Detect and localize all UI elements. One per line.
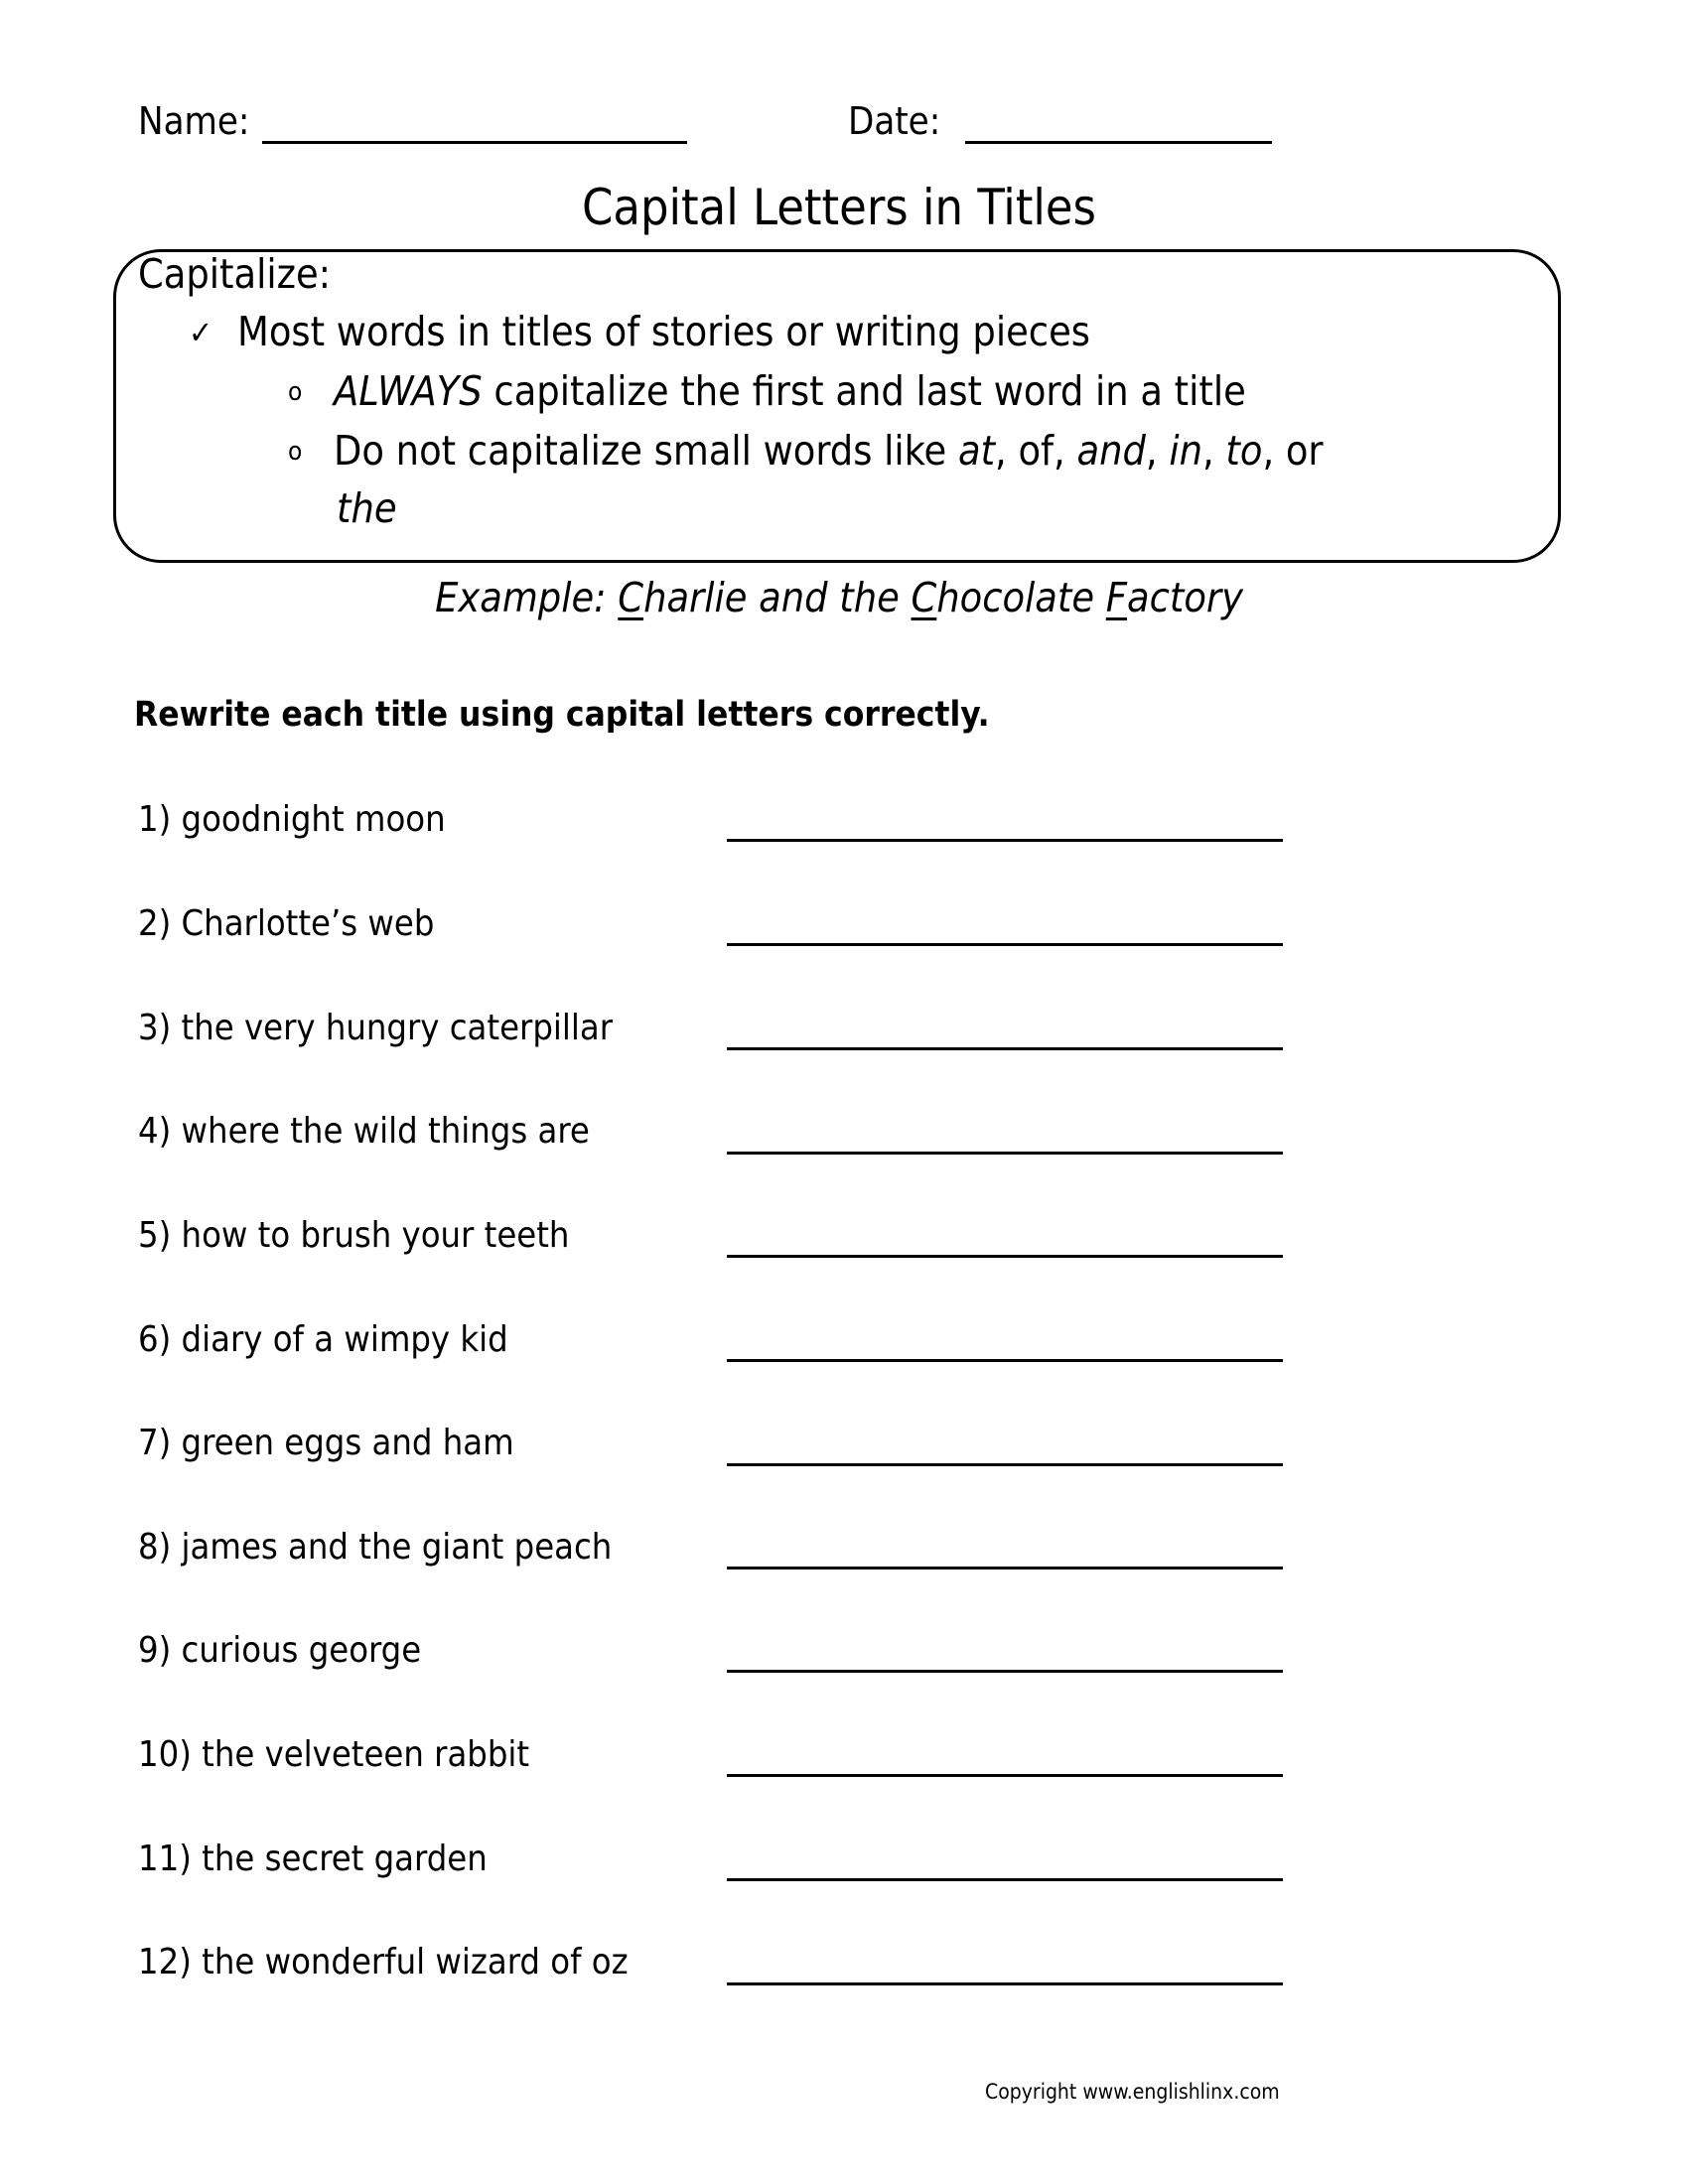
example-word-the: the <box>337 484 397 532</box>
item-text: the secret garden <box>202 1839 488 1879</box>
example-word: to <box>1225 427 1263 475</box>
item-number: 12) <box>138 1942 192 1982</box>
separator: , <box>995 427 1019 475</box>
item-number: 7) <box>138 1423 172 1463</box>
answer-line[interactable] <box>727 1567 1283 1570</box>
separator: , or <box>1262 427 1324 475</box>
answer-line[interactable] <box>727 1255 1283 1258</box>
exercise-item <box>138 903 434 944</box>
capital-letter: C <box>911 574 937 621</box>
answer-line[interactable] <box>727 1670 1283 1673</box>
worksheet-title: Capital Letters in Titles <box>582 179 1096 236</box>
exercise-item <box>138 1734 529 1775</box>
separator: , <box>1054 427 1077 475</box>
answer-line[interactable] <box>727 1982 1283 1985</box>
sub-rule-small-words-text: Do not capitalize small words like <box>334 427 958 475</box>
circle-bullet-icon: o <box>288 377 303 407</box>
example-text: actory <box>1127 574 1243 621</box>
item-number: 1) <box>138 799 172 840</box>
answer-line[interactable] <box>727 839 1283 842</box>
exercise-item <box>138 1942 629 1982</box>
name-field[interactable] <box>262 141 687 144</box>
example-word: and <box>1076 427 1146 475</box>
answer-line[interactable] <box>727 1463 1283 1466</box>
item-number: 4) <box>138 1111 172 1152</box>
item-text: goodnight moon <box>181 799 446 840</box>
exercise-item <box>138 1111 590 1152</box>
name-label: Name: <box>138 99 250 143</box>
example-word: in <box>1169 427 1202 475</box>
rules-heading: Capitalize: <box>138 250 332 298</box>
exercise-item <box>138 799 446 840</box>
item-text: the velveteen rabbit <box>202 1734 530 1775</box>
item-number: 11) <box>138 1839 192 1879</box>
date-label: Date: <box>848 99 941 143</box>
exercise-item <box>138 1839 488 1879</box>
always-emphasis: ALWAYS <box>334 367 483 415</box>
capital-letter: C <box>618 574 644 621</box>
sub-rule-always-text: capitalize the first and last word in a title <box>482 367 1246 415</box>
exercise-item <box>138 1319 508 1360</box>
separator: , <box>1145 427 1170 475</box>
item-text: curious george <box>181 1630 422 1671</box>
answer-line[interactable] <box>727 1152 1283 1155</box>
sub-rule-always <box>334 367 1246 415</box>
check-icon: ✓ <box>189 314 213 351</box>
example-word: at <box>957 427 996 475</box>
separator: , <box>1201 427 1226 475</box>
answer-line[interactable] <box>727 1774 1283 1777</box>
item-text: how to brush your teeth <box>181 1215 570 1256</box>
main-rule: Most words in titles of stories or writing pieces <box>237 308 1090 355</box>
example-word: of <box>1018 427 1055 475</box>
item-text: james and the giant peach <box>181 1527 613 1568</box>
item-number: 2) <box>138 903 172 944</box>
item-text: Charlotte’s web <box>181 903 435 944</box>
item-text: where the wild things are <box>181 1111 590 1152</box>
item-number: 6) <box>138 1319 172 1360</box>
item-text: the very hungry caterpillar <box>181 1008 614 1048</box>
item-number: 5) <box>138 1215 172 1256</box>
item-number: 8) <box>138 1527 172 1568</box>
answer-line[interactable] <box>727 1359 1283 1362</box>
capital-letter: F <box>1105 574 1128 621</box>
example-text: harlie and the <box>643 574 912 621</box>
item-text: green eggs and ham <box>181 1423 514 1463</box>
example-text: hocolate <box>936 574 1106 621</box>
item-text: the wonderful wizard of oz <box>202 1942 629 1982</box>
circle-bullet-icon: o <box>288 437 303 467</box>
answer-line[interactable] <box>727 1878 1283 1881</box>
instructions: Rewrite each title using capital letters correctly. <box>134 695 990 735</box>
sub-rule-small-words <box>334 427 1324 475</box>
exercise-item <box>138 1527 612 1568</box>
example-label: Example: <box>435 574 619 621</box>
item-number: 3) <box>138 1008 172 1048</box>
date-field[interactable] <box>965 141 1272 144</box>
example-title <box>0 574 1678 621</box>
answer-line[interactable] <box>727 1047 1283 1050</box>
exercise-item <box>138 1215 569 1256</box>
item-number: 9) <box>138 1630 172 1671</box>
exercise-item <box>138 1008 613 1048</box>
answer-line[interactable] <box>727 943 1283 946</box>
item-text: diary of a wimpy kid <box>181 1319 508 1360</box>
exercise-item <box>138 1630 421 1671</box>
item-number: 10) <box>138 1734 192 1775</box>
copyright-notice: Copyright www.englishlinx.com <box>985 2080 1280 2104</box>
exercise-item <box>138 1423 514 1463</box>
